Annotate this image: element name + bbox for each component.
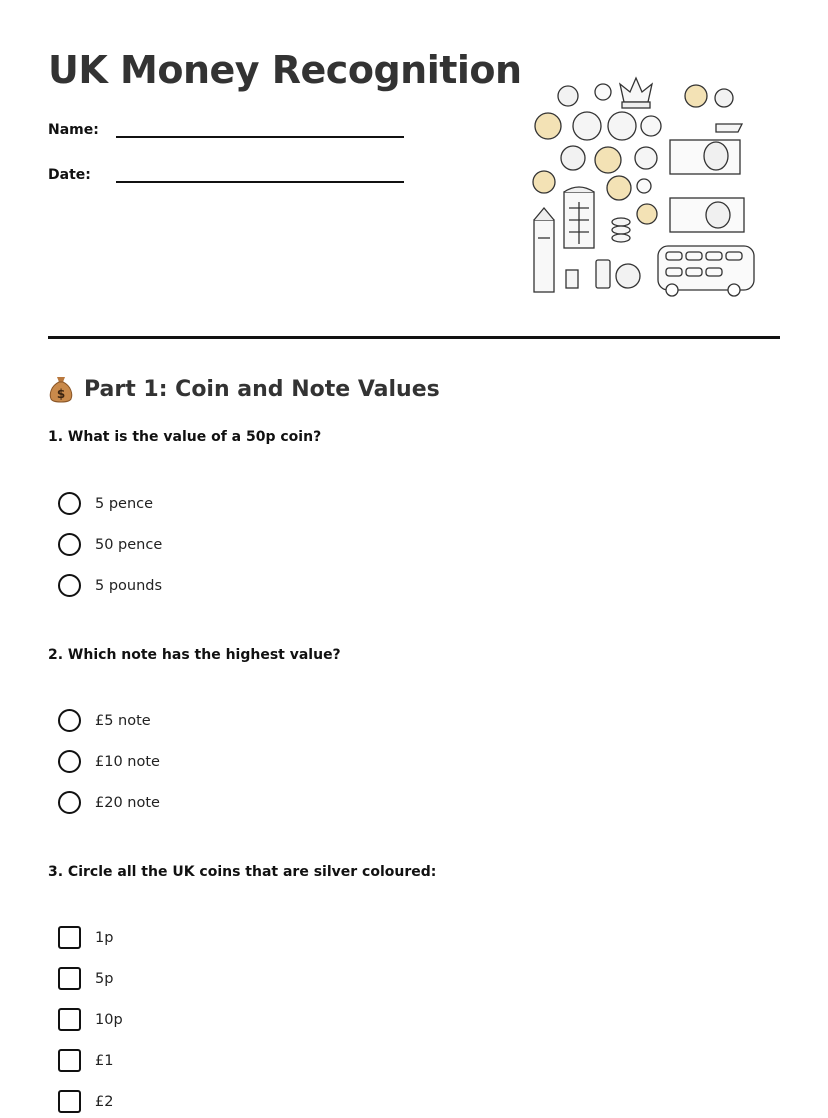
- radio-button[interactable]: [58, 750, 81, 773]
- q1-option-3[interactable]: [58, 574, 162, 597]
- option-label: £20 note: [95, 794, 160, 811]
- option-label: £2: [95, 1093, 114, 1110]
- checkbox[interactable]: [58, 967, 81, 990]
- option-label: 5p: [95, 970, 114, 987]
- q3-option-2[interactable]: [58, 967, 113, 990]
- uk-money-clipart-icon: [528, 62, 760, 298]
- option-label: 5 pounds: [95, 577, 163, 594]
- date-field-row: [48, 163, 404, 183]
- q1-option-2[interactable]: [58, 533, 162, 556]
- name-field-row: [48, 118, 404, 138]
- svg-text:$: $: [56, 387, 66, 401]
- option-label: £1: [95, 1052, 114, 1069]
- checkbox[interactable]: [58, 1049, 81, 1072]
- radio-button[interactable]: [58, 791, 81, 814]
- q3-option-5[interactable]: [58, 1090, 113, 1113]
- q2-option-2[interactable]: [58, 750, 160, 773]
- q2-option-1[interactable]: [58, 709, 151, 732]
- name-label: Name:: [48, 122, 99, 138]
- q3-option-4[interactable]: [58, 1049, 113, 1072]
- part1-heading: [48, 374, 440, 404]
- part1-title: Part 1: Coin and Note Values: [84, 376, 440, 402]
- option-label: 50 pence: [95, 536, 163, 553]
- name-input-line[interactable]: [116, 118, 404, 138]
- radio-button[interactable]: [58, 533, 81, 556]
- radio-button[interactable]: [58, 492, 81, 515]
- q3-option-1[interactable]: [58, 926, 113, 949]
- money-bag-icon: [48, 374, 74, 404]
- q1-option-1[interactable]: [58, 492, 153, 515]
- question-1: 1. What is the value of a 50p coin?: [48, 429, 322, 445]
- date-label: Date:: [48, 167, 91, 183]
- section-divider: [48, 336, 780, 339]
- option-label: 5 pence: [95, 495, 154, 512]
- radio-button[interactable]: [58, 574, 81, 597]
- q2-option-3[interactable]: [58, 791, 160, 814]
- option-label: 10p: [95, 1011, 123, 1028]
- radio-button[interactable]: [58, 709, 81, 732]
- question-2: 2. Which note has the highest value?: [48, 647, 341, 663]
- checkbox[interactable]: [58, 1008, 81, 1031]
- question-3: 3. Circle all the UK coins that are silver coloured:: [48, 864, 437, 880]
- q3-option-3[interactable]: [58, 1008, 123, 1031]
- date-input-line[interactable]: [116, 163, 404, 183]
- worksheet-title: UK Money Recognition: [48, 48, 522, 92]
- option-label: £10 note: [95, 753, 160, 770]
- option-label: 1p: [95, 929, 114, 946]
- checkbox[interactable]: [58, 1090, 81, 1113]
- checkbox[interactable]: [58, 926, 81, 949]
- option-label: £5 note: [95, 712, 151, 729]
